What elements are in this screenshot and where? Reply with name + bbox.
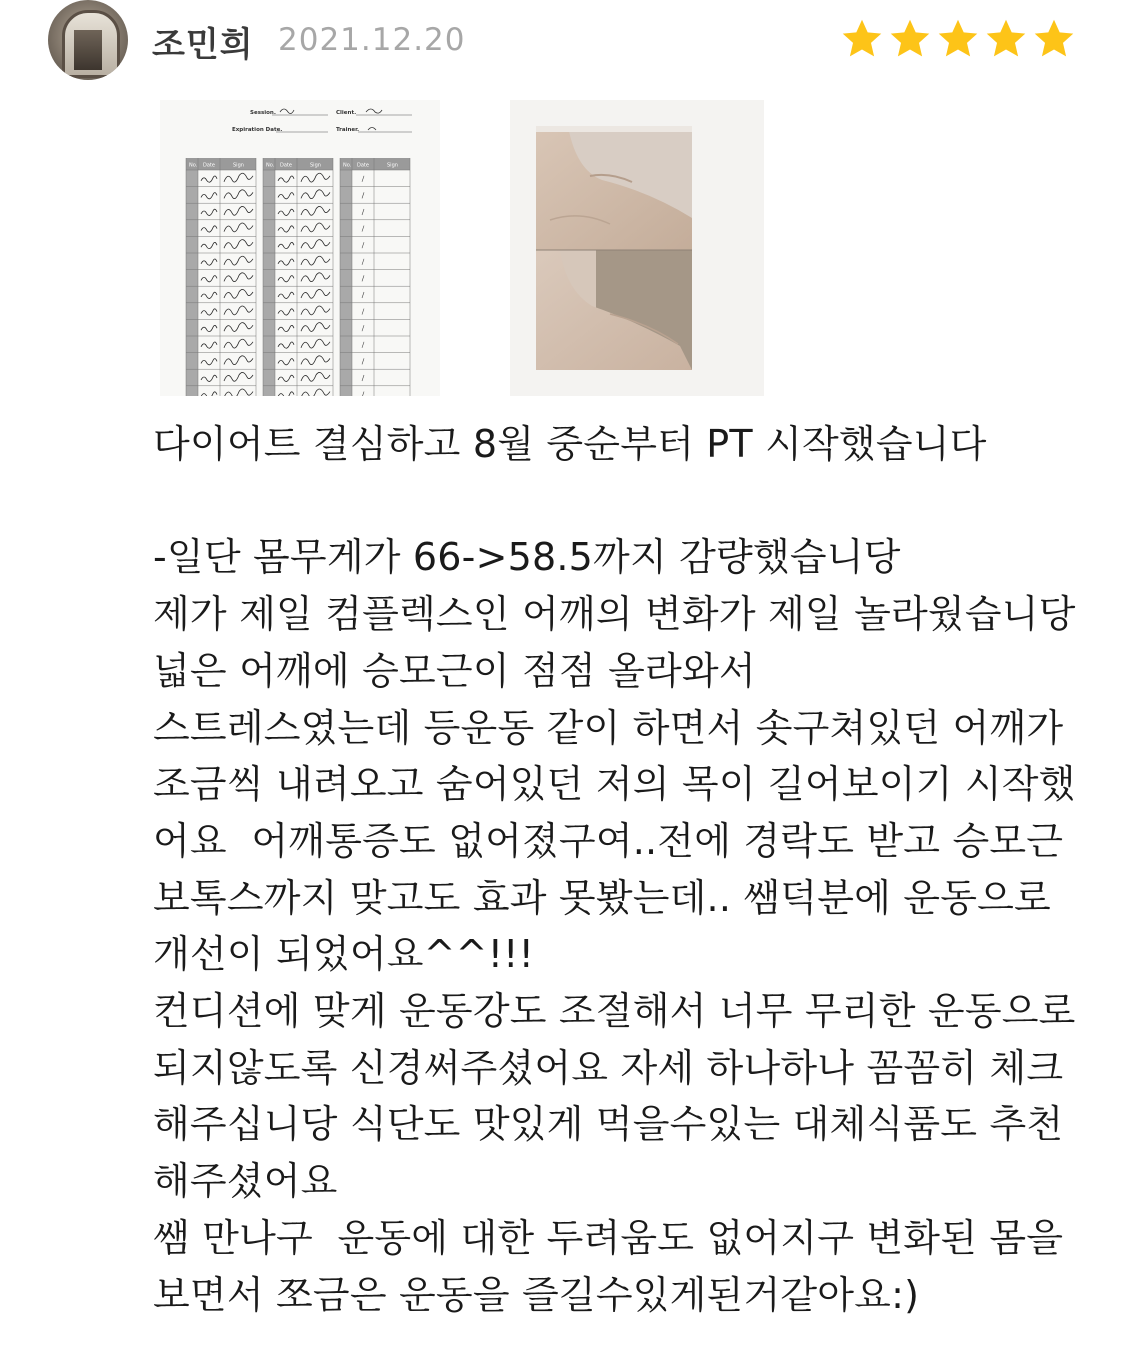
review-line: 해주셨어요 <box>153 1159 338 1204</box>
sheet-column-header: Sign <box>310 162 321 169</box>
review-line: -일단 몸무게가 66->58.5까지 감량했습니당 <box>153 535 901 580</box>
sheet-label-session: Session. <box>250 110 276 116</box>
session-sheet-image <box>160 100 440 396</box>
sheet-column-header: Sign <box>233 162 244 169</box>
review-line: 개선이 되었어요^^!!! <box>153 932 535 977</box>
review-line <box>153 473 1093 530</box>
shoulder-photo-image <box>510 100 764 396</box>
sheet-column-header: No. <box>343 162 352 169</box>
review-line: 다이어트 결심하고 8월 중순부터 PT 시작했습니다 <box>153 422 987 466</box>
review-date: 2021.12.20 <box>278 22 466 58</box>
sheet-column-header: Sign <box>387 162 398 169</box>
sheet-label-client: Client. <box>336 110 357 116</box>
star-icon <box>936 17 980 61</box>
star-icon <box>984 17 1028 61</box>
photo-session-sheet[interactable] <box>160 100 440 396</box>
review-line: 해주십니당 식단도 맛있게 먹을수있는 대체식품도 추천 <box>153 1102 1064 1147</box>
star-rating <box>840 17 1076 61</box>
avatar-doorway-image <box>74 30 102 70</box>
avatar[interactable] <box>48 0 128 80</box>
sheet-label-expiration: Expiration Date. <box>232 127 283 133</box>
review-photos <box>0 98 1125 398</box>
review-line: 넓은 어깨에 승모근이 점점 올라와서 <box>153 648 756 693</box>
review-line: 조금씩 내려오고 숨어있던 저의 목이 길어보이기 시작했 <box>153 762 1076 807</box>
review-text <box>153 416 1093 1323</box>
review-line: 보톡스까지 맞고도 효과 못봤는데.. 쌤덕분에 운동으로 <box>153 875 1051 920</box>
review-line: 되지않도록 신경써주셨어요 자세 하나하나 꼼꼼히 체크 <box>153 1045 1064 1090</box>
sheet-column-header: Date <box>280 162 292 169</box>
sheet-column-header: No. <box>266 162 275 169</box>
review-line: 컨디션에 맞게 운동강도 조절해서 너무 무리한 운동으로 <box>153 989 1076 1034</box>
username[interactable]: 조민희 <box>152 25 254 65</box>
star-icon <box>888 17 932 61</box>
sheet-column-header: Date <box>203 162 215 169</box>
sheet-column-header: No. <box>189 162 198 169</box>
review-line: 제가 제일 컴플렉스인 어깨의 변화가 제일 놀라웠습니당 <box>153 592 1076 637</box>
sheet-label-trainer: Trainer. <box>336 127 360 133</box>
photo-shoulder-before-after[interactable] <box>510 100 764 396</box>
review-line: 스트레스였는데 등운동 같이 하면서 솟구쳐있던 어깨가 <box>153 705 1064 750</box>
review-line: 어요 어깨통증도 없어졌구여..전에 경락도 받고 승모근 <box>153 818 1064 863</box>
review-header <box>0 0 1125 90</box>
star-icon <box>1032 17 1076 61</box>
review-line: 보면서 쪼금은 운동을 즐길수있게된거같아요:) <box>153 1272 920 1317</box>
review-line: 쌤 만나구 운동에 대한 두려움도 없어지구 변화된 몸을 <box>153 1215 1064 1260</box>
sheet-column-header: Date <box>357 162 369 169</box>
star-icon <box>840 17 884 61</box>
